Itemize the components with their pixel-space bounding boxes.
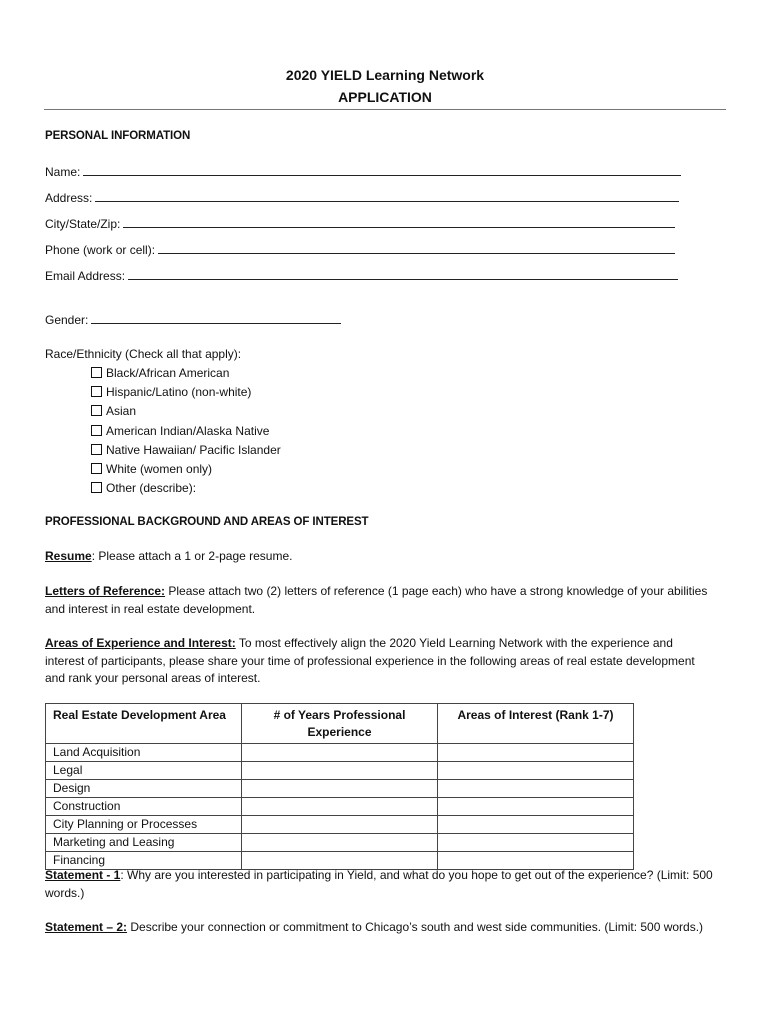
table-header: Areas of Interest (Rank 1-7) [438,704,634,744]
phone-label: Phone (work or cell): [45,243,156,257]
checkbox-icon[interactable] [91,386,102,397]
address-label: Address: [45,191,93,205]
checkbox-icon[interactable] [91,463,102,474]
title-divider [44,109,726,110]
years-cell[interactable] [242,816,438,834]
table-row [46,744,634,762]
name-line[interactable] [83,164,681,176]
address-field[interactable] [45,190,679,205]
form-title: 2020 YIELD Learning Network [285,67,485,83]
resume-label: Resume [45,549,92,563]
statement-1-label: Statement - 1 [45,868,121,882]
checkbox-icon[interactable] [91,367,102,378]
table-row [46,816,634,834]
name-label: Name: [45,165,81,179]
references-paragraph: Letters of Reference: Please attach two (2) letters of reference (1 page each) who have a strong knowledge of your abilities and interest in real estate development. [45,584,708,616]
city-state-zip-line[interactable] [123,216,675,228]
area-cell: Marketing and Leasing [46,834,242,852]
area-cell: Legal [46,762,242,780]
table-row [46,780,634,798]
address-line[interactable] [95,190,679,202]
email-field[interactable] [45,268,678,283]
race-option[interactable]: Black/African American [91,366,229,380]
phone-line[interactable] [158,242,675,254]
rank-cell[interactable] [438,816,634,834]
years-cell[interactable] [242,744,438,762]
table-row [46,798,634,816]
rank-cell[interactable] [438,780,634,798]
race-option[interactable]: American Indian/Alaska Native [91,424,269,438]
table-header: # of Years Professional Experience [242,704,438,744]
years-cell[interactable] [242,780,438,798]
experience-table [45,703,634,870]
area-cell: Land Acquisition [46,744,242,762]
email-label: Email Address: [45,269,126,283]
statement-1: Statement - 1: Why are you interested in participating in Yield, and what do you hope to get out of the experience? (Limit: 500 words.) [45,868,713,900]
checkbox-icon[interactable] [91,405,102,416]
area-cell: City Planning or Processes [46,816,242,834]
phone-field[interactable] [45,242,675,257]
race-option[interactable]: Native Hawaiian/ Pacific Islander [91,443,281,457]
personal-info-heading: PERSONAL INFORMATION [45,130,191,142]
areas-paragraph: Areas of Experience and Interest: To most effectively align the 2020 Yield Learning Network with the experience and interest of participants, please share your time of professional experience in the following areas of real estate development and rank your personal areas of interest. [45,636,695,685]
rank-cell[interactable] [438,762,634,780]
rank-cell[interactable] [438,744,634,762]
resume-paragraph: Resume: Please attach a 1 or 2-page resume. [45,549,293,563]
areas-label: Areas of Experience and Interest: [45,636,236,650]
form-subtitle: APPLICATION [338,89,432,105]
checkbox-icon[interactable] [91,425,102,436]
city-state-zip-field[interactable] [45,216,675,231]
gender-line[interactable] [91,312,341,324]
references-label: Letters of Reference: [45,584,166,598]
years-cell[interactable] [242,834,438,852]
city-state-zip-label: City/State/Zip: [45,217,121,231]
table-row [46,834,634,852]
checkbox-icon[interactable] [91,444,102,455]
email-line[interactable] [128,268,678,280]
years-cell[interactable] [242,762,438,780]
professional-heading: PROFESSIONAL BACKGROUND AND AREAS OF INTEREST [45,516,369,528]
area-cell: Design [46,780,242,798]
statement-2: Statement – 2: Describe your connection or commitment to Chicago’s south and west side communities. (Limit: 500 words.) [45,920,704,934]
area-cell: Construction [46,798,242,816]
gender-field[interactable] [45,312,341,327]
checkbox-icon[interactable] [91,482,102,493]
name-field[interactable] [45,164,681,179]
table-header-row [46,704,634,744]
race-option[interactable]: Other (describe): [91,481,196,495]
gender-label: Gender: [45,313,89,327]
rank-cell[interactable] [438,834,634,852]
statement-2-label: Statement – 2: [45,920,128,934]
rank-cell[interactable] [438,798,634,816]
race-option[interactable]: White (women only) [91,462,212,476]
table-row [46,762,634,780]
race-label: Race/Ethnicity (Check all that apply): [45,347,242,361]
race-option[interactable]: Asian [91,404,136,418]
table-header: Real Estate Development Area [46,704,242,744]
years-cell[interactable] [242,798,438,816]
race-option[interactable]: Hispanic/Latino (non-white) [91,385,251,399]
area-cell: Financing [46,852,242,870]
